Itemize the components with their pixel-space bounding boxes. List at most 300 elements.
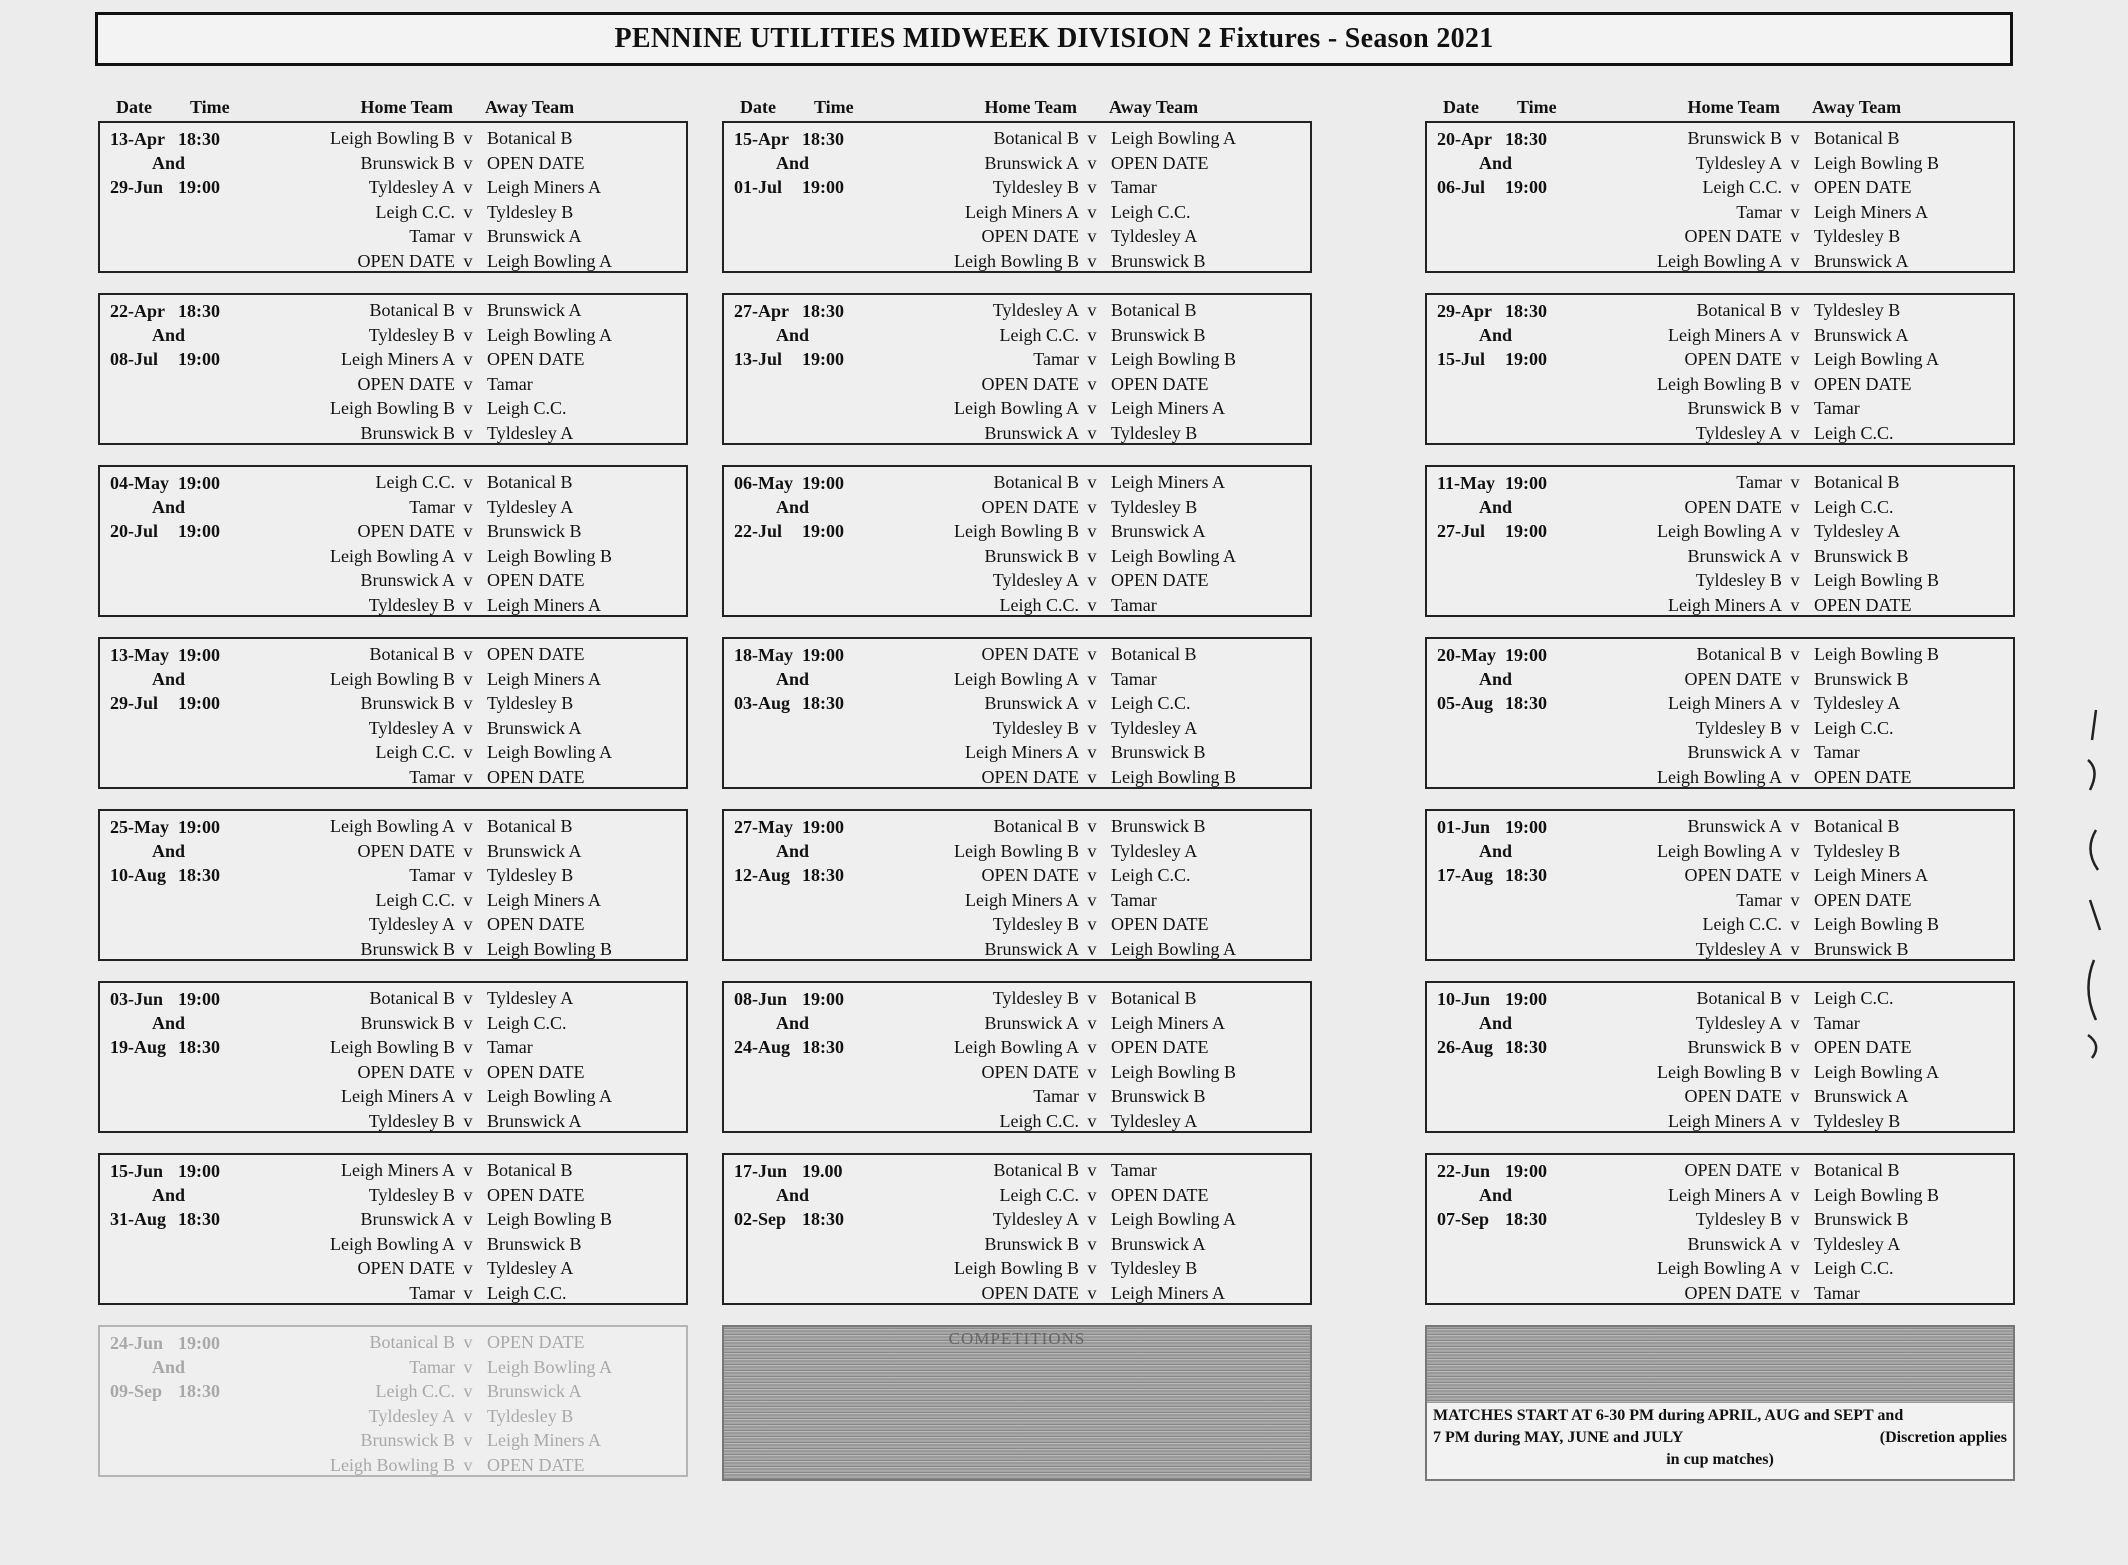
match-row	[100, 1207, 686, 1232]
away-team: Tyldesley B	[1111, 422, 1198, 443]
header-date: Date	[740, 97, 776, 117]
home-team: Botanical B	[1696, 644, 1782, 664]
away-team: Tyldesley A	[1111, 226, 1198, 246]
fixture-date: 08-Jul	[110, 349, 159, 369]
home-team: Brunswick A	[1687, 545, 1782, 566]
home-team: Leigh Bowling B	[954, 250, 1079, 271]
fixture-date: 05-Aug	[1437, 693, 1494, 713]
match-row	[724, 863, 1310, 888]
versus-label: v	[463, 938, 473, 959]
versus-label: v	[1790, 1233, 1800, 1254]
home-team: Tyldesley A	[1695, 1012, 1782, 1033]
fixture-block	[1425, 121, 2015, 273]
match-row	[724, 593, 1310, 618]
and-label: And	[1479, 669, 1513, 689]
home-team: Leigh Bowling A	[1657, 250, 1782, 271]
fixture-block	[98, 121, 688, 273]
fixture-block	[722, 809, 1312, 961]
versus-label: v	[1087, 349, 1097, 369]
home-team: Leigh C.C.	[1702, 177, 1782, 197]
match-row	[100, 1109, 686, 1134]
versus-label: v	[1790, 521, 1800, 541]
match-list	[724, 986, 1310, 1133]
home-team: Brunswick A	[1687, 1233, 1782, 1254]
fixture-date: 22-Jun	[1437, 1161, 1491, 1181]
versus-label: v	[1790, 1012, 1800, 1033]
fixture-date: 08-Jun	[734, 989, 788, 1009]
fixture-time: 19:00	[1505, 1161, 1547, 1181]
away-team: Brunswick A	[1814, 250, 1909, 271]
versus-label: v	[1087, 889, 1097, 910]
match-row	[1427, 1011, 2013, 1036]
fixture-date: 13-Apr	[110, 129, 165, 149]
home-team: Leigh C.C.	[1702, 914, 1782, 934]
fixture-time: 18:30	[178, 301, 220, 321]
versus-label: v	[1790, 472, 1800, 492]
match-row	[724, 986, 1310, 1011]
fixture-time: 18:30	[802, 301, 844, 321]
away-team: Botanical B	[1814, 472, 1900, 492]
fixture-time: 19:00	[178, 989, 220, 1009]
away-team: Leigh C.C.	[1814, 717, 1894, 738]
fixture-time: 18:30	[178, 129, 220, 149]
versus-label: v	[463, 766, 473, 787]
fixture-time: 19:00	[802, 645, 844, 665]
away-team: OPEN DATE	[487, 766, 585, 787]
versus-label: v	[1087, 1061, 1097, 1082]
away-team: Leigh Bowling B	[487, 545, 612, 566]
fixture-time: 18:30	[802, 693, 844, 713]
match-row	[1427, 1207, 2013, 1232]
fixture-time: 19:00	[178, 1333, 220, 1353]
match-row	[1427, 740, 2013, 765]
versus-label: v	[463, 1086, 473, 1106]
home-team: Tamar	[409, 226, 455, 246]
away-team: Leigh Bowling A	[487, 1086, 612, 1106]
match-list	[1427, 1158, 2013, 1305]
header-away-team: Away Team	[485, 97, 575, 117]
match-row	[1427, 716, 2013, 741]
and-label: And	[152, 153, 186, 173]
fixture-time: 19:00	[802, 989, 844, 1009]
fixture-date: 26-Aug	[1437, 1037, 1494, 1057]
match-row	[100, 175, 686, 200]
fixture-date: 06-Jul	[1437, 177, 1486, 197]
and-label: And	[776, 669, 810, 689]
versus-label: v	[1790, 717, 1800, 738]
fixture-date: 17-Aug	[1437, 865, 1494, 885]
versus-label: v	[1790, 398, 1800, 418]
fixture-time: 19.00	[802, 1161, 843, 1181]
home-team: OPEN DATE	[981, 496, 1079, 517]
fixture-date: 24-Jun	[110, 1333, 164, 1353]
match-row	[1427, 495, 2013, 520]
fixture-block	[1425, 809, 2015, 961]
versus-label: v	[1087, 1012, 1097, 1033]
match-row	[1427, 667, 2013, 692]
match-row	[724, 323, 1310, 348]
match-row	[724, 814, 1310, 839]
away-team: OPEN DATE	[487, 914, 585, 934]
away-team: Leigh Miners A	[487, 594, 601, 615]
match-row	[100, 1256, 686, 1281]
away-team: Leigh C.C.	[487, 1282, 567, 1303]
home-team: OPEN DATE	[981, 373, 1079, 394]
home-team: Leigh Bowling B	[1657, 373, 1782, 394]
match-row	[1427, 298, 2013, 323]
away-team: Botanical B	[1814, 816, 1900, 836]
match-row	[1427, 863, 2013, 888]
home-team: Leigh Bowling B	[1657, 1061, 1782, 1082]
away-team: Leigh Bowling A	[487, 742, 612, 762]
match-row	[100, 323, 686, 348]
away-team: Brunswick B	[1111, 250, 1206, 271]
fixture-block	[1425, 981, 2015, 1133]
match-list	[724, 642, 1310, 789]
away-team: Leigh Bowling B	[1814, 914, 1939, 934]
match-row	[100, 544, 686, 569]
versus-label: v	[463, 840, 473, 861]
versus-label: v	[1087, 152, 1097, 173]
versus-label: v	[463, 1012, 473, 1033]
match-row	[100, 224, 686, 249]
fixture-date: 01-Jun	[1437, 817, 1491, 837]
match-row	[100, 1281, 686, 1306]
fixture-date: 29-Jun	[110, 177, 164, 197]
fixture-block	[98, 637, 688, 789]
fixture-date: 29-Jul	[110, 693, 159, 713]
and-label: And	[152, 497, 186, 517]
match-row	[724, 1035, 1310, 1060]
away-team: Leigh Bowling B	[1814, 644, 1939, 664]
match-row	[724, 151, 1310, 176]
home-team: OPEN DATE	[357, 373, 455, 394]
home-team: OPEN DATE	[981, 865, 1079, 885]
versus-label: v	[1790, 865, 1800, 885]
fixture-block	[1425, 637, 2015, 789]
fixture-date: 07-Sep	[1437, 1209, 1490, 1229]
fixture-block	[98, 1325, 688, 1477]
away-team: Brunswick B	[1814, 545, 1909, 566]
match-list	[100, 642, 686, 789]
and-label: And	[1479, 841, 1513, 861]
versus-label: v	[463, 300, 473, 320]
notice-line-2	[1433, 1427, 2007, 1449]
away-team: Leigh C.C.	[1111, 865, 1191, 885]
versus-label: v	[1087, 914, 1097, 934]
fixture-time: 18:30	[1505, 1037, 1547, 1057]
versus-label: v	[1087, 1160, 1097, 1180]
versus-label: v	[463, 594, 473, 615]
fixture-date: 20-Apr	[1437, 129, 1492, 149]
versus-label: v	[1790, 1209, 1800, 1229]
match-row	[1427, 1256, 2013, 1281]
away-team: Leigh Miners A	[487, 177, 601, 197]
match-list	[100, 1158, 686, 1305]
away-team: Brunswick A	[487, 717, 582, 738]
home-team: Brunswick B	[360, 1012, 455, 1033]
home-team: Brunswick B	[360, 422, 455, 443]
match-row	[100, 765, 686, 790]
fixture-time: 19:00	[802, 817, 844, 837]
match-row	[724, 1158, 1310, 1183]
fixture-block	[722, 637, 1312, 789]
home-team: Botanical B	[369, 300, 455, 320]
and-label: And	[1479, 153, 1513, 173]
home-team: OPEN DATE	[1684, 349, 1782, 369]
home-team: OPEN DATE	[1684, 1282, 1782, 1303]
versus-label: v	[1087, 398, 1097, 418]
versus-label: v	[463, 570, 473, 590]
home-team: Leigh Bowling B	[330, 398, 455, 418]
away-team: Leigh C.C.	[1814, 496, 1894, 517]
away-team: Leigh Bowling B	[1111, 766, 1236, 787]
away-team: Botanical B	[487, 128, 573, 148]
home-team: OPEN DATE	[357, 250, 455, 271]
home-team: Botanical B	[993, 472, 1079, 492]
versus-label: v	[1087, 816, 1097, 836]
versus-label: v	[463, 521, 473, 541]
home-team: Tyldesley A	[992, 300, 1079, 320]
home-team: Tyldesley A	[368, 1405, 455, 1426]
header-date: Date	[116, 97, 152, 117]
home-team: Leigh Miners A	[965, 889, 1079, 910]
home-team: Leigh C.C.	[375, 201, 455, 222]
header-time: Time	[1517, 97, 1557, 117]
away-team: Tamar	[1111, 594, 1157, 615]
versus-label: v	[1790, 816, 1800, 836]
page-title: PENNINE UTILITIES MIDWEEK DIVISION 2 Fixtures - Season 2021	[95, 12, 2013, 66]
match-row	[724, 1060, 1310, 1085]
away-team: Botanical B	[1111, 300, 1197, 320]
home-team: Brunswick B	[360, 938, 455, 959]
versus-label: v	[1790, 742, 1800, 762]
away-team: Tamar	[1814, 1282, 1860, 1303]
match-row	[100, 986, 686, 1011]
away-team: Leigh Miners A	[487, 1430, 601, 1450]
versus-label: v	[1790, 1086, 1800, 1106]
versus-label: v	[463, 1110, 473, 1131]
versus-label: v	[1087, 496, 1097, 517]
fixture-block	[722, 465, 1312, 617]
match-row	[724, 1232, 1310, 1257]
match-row	[1427, 1183, 2013, 1208]
match-row	[100, 298, 686, 323]
home-team: Leigh Bowling A	[330, 1233, 455, 1254]
fixture-date: 03-Aug	[734, 693, 791, 713]
match-list	[724, 126, 1310, 273]
versus-label: v	[463, 1061, 473, 1082]
versus-label: v	[463, 152, 473, 173]
away-team: Leigh C.C.	[1111, 693, 1191, 713]
versus-label: v	[1790, 914, 1800, 934]
fixture-block	[722, 981, 1312, 1133]
match-row	[100, 691, 686, 716]
home-team: Leigh Miners A	[965, 742, 1079, 762]
and-label: And	[776, 841, 810, 861]
versus-label: v	[1790, 496, 1800, 517]
home-team: Tyldesley A	[368, 717, 455, 738]
match-row	[100, 1084, 686, 1109]
home-team: Leigh Miners A	[341, 1086, 455, 1106]
match-row	[100, 1355, 686, 1380]
header-time: Time	[814, 97, 854, 117]
versus-label: v	[1790, 889, 1800, 910]
versus-label: v	[1790, 644, 1800, 664]
away-team: Brunswick A	[1111, 521, 1206, 541]
match-list	[724, 814, 1310, 961]
home-team: Tyldesley A	[368, 177, 455, 197]
fixture-time: 19:00	[802, 349, 844, 369]
versus-label: v	[1087, 1209, 1097, 1229]
fixture-time: 19:00	[802, 177, 844, 197]
home-team: Tamar	[409, 766, 455, 787]
home-team: Leigh Miners A	[965, 201, 1079, 222]
match-row	[1427, 568, 2013, 593]
match-row	[724, 1281, 1310, 1306]
fixture-time: 19:00	[1505, 817, 1547, 837]
away-team: Brunswick A	[487, 300, 582, 320]
versus-label: v	[463, 324, 473, 345]
match-row	[1427, 1232, 2013, 1257]
versus-label: v	[1087, 668, 1097, 689]
versus-label: v	[1087, 644, 1097, 664]
home-team: Leigh Bowling A	[1657, 1258, 1782, 1278]
home-team: Leigh Bowling A	[954, 398, 1079, 418]
home-team: Tyldesley A	[992, 570, 1079, 590]
match-row	[724, 1256, 1310, 1281]
home-team: Botanical B	[369, 1332, 455, 1352]
away-team: OPEN DATE	[487, 1332, 585, 1352]
versus-label: v	[1790, 300, 1800, 320]
match-row	[1427, 765, 2013, 790]
fixture-time: 18:30	[178, 865, 220, 885]
match-row	[100, 347, 686, 372]
versus-label: v	[1790, 128, 1800, 148]
match-row	[100, 937, 686, 962]
match-row	[1427, 642, 2013, 667]
versus-label: v	[1790, 422, 1800, 443]
away-team: OPEN DATE	[1814, 1037, 1912, 1057]
home-team: Tyldesley B	[992, 988, 1079, 1008]
versus-label: v	[463, 988, 473, 1008]
column-header	[1425, 95, 2015, 121]
match-row	[1427, 839, 2013, 864]
fixture-time: 18:30	[802, 129, 844, 149]
away-team: Leigh C.C.	[1111, 201, 1191, 222]
home-team: Leigh Bowling A	[1657, 840, 1782, 861]
home-team: Leigh Bowling A	[954, 668, 1079, 689]
away-team: Tyldesley B	[487, 693, 574, 713]
versus-label: v	[463, 1258, 473, 1278]
away-team: Tyldesley B	[1814, 1110, 1901, 1131]
match-row	[100, 1158, 686, 1183]
versus-label: v	[1790, 1110, 1800, 1131]
away-team: Brunswick B	[1814, 668, 1909, 689]
and-label: And	[776, 1185, 810, 1205]
home-team: Brunswick B	[360, 1430, 455, 1450]
away-team: Leigh Bowling A	[487, 250, 612, 271]
fixture-date: 27-May	[734, 817, 793, 837]
home-team: Tamar	[409, 865, 455, 885]
away-team: Tyldesley A	[487, 422, 574, 443]
away-team: Brunswick B	[1111, 324, 1206, 345]
fixture-time: 19:00	[178, 177, 220, 197]
versus-label: v	[463, 1405, 473, 1426]
fixture-date: 25-May	[110, 817, 169, 837]
home-team: Leigh Bowling B	[954, 840, 1079, 861]
versus-label: v	[463, 496, 473, 517]
fixture-time: 18:30	[1505, 301, 1547, 321]
match-row	[724, 1084, 1310, 1109]
versus-label: v	[1087, 300, 1097, 320]
home-team: Tyldesley A	[992, 1209, 1079, 1229]
fixture-time: 18:30	[802, 1037, 844, 1057]
away-team: Tamar	[1814, 742, 1860, 762]
versus-label: v	[1087, 570, 1097, 590]
home-team: Tamar	[409, 496, 455, 517]
home-team: Tamar	[409, 1282, 455, 1303]
away-team: Tamar	[487, 1037, 533, 1057]
versus-label: v	[463, 226, 473, 246]
away-team: Leigh Bowling B	[487, 938, 612, 959]
versus-label: v	[1087, 988, 1097, 1008]
versus-label: v	[463, 1233, 473, 1254]
fixture-block	[722, 293, 1312, 445]
versus-label: v	[1087, 1110, 1097, 1131]
match-row	[1427, 519, 2013, 544]
versus-label: v	[463, 545, 473, 566]
versus-label: v	[463, 1184, 473, 1205]
fixture-date: 10-Aug	[110, 865, 167, 885]
match-row	[724, 519, 1310, 544]
versus-label: v	[1087, 742, 1097, 762]
home-team: Brunswick A	[984, 152, 1079, 173]
away-team: Leigh C.C.	[1814, 988, 1894, 1008]
fixture-date: 06-May	[734, 473, 793, 493]
versus-label: v	[1790, 201, 1800, 222]
match-row	[100, 1060, 686, 1085]
handwritten-mark	[2076, 700, 2110, 1060]
home-team: Brunswick B	[1687, 398, 1782, 418]
match-row	[724, 716, 1310, 741]
versus-label: v	[1790, 349, 1800, 369]
away-team: OPEN DATE	[487, 349, 585, 369]
away-team: Tyldesley A	[1111, 1110, 1198, 1131]
match-row	[100, 519, 686, 544]
away-team: Brunswick A	[1814, 1086, 1909, 1106]
versus-label: v	[463, 422, 473, 443]
match-row	[724, 642, 1310, 667]
fixture-time: 19:00	[178, 349, 220, 369]
away-team: OPEN DATE	[487, 1184, 585, 1205]
fixture-time: 19:00	[178, 645, 220, 665]
fixture-date: 27-Jul	[1437, 521, 1486, 541]
away-team: Botanical B	[1814, 128, 1900, 148]
versus-label: v	[1087, 766, 1097, 787]
versus-label: v	[463, 889, 473, 910]
fixture-block	[98, 293, 688, 445]
match-row	[1427, 347, 2013, 372]
home-team: Tamar	[1033, 349, 1079, 369]
fixture-date: 03-Jun	[110, 989, 164, 1009]
away-team: Botanical B	[487, 1160, 573, 1180]
versus-label: v	[1087, 201, 1097, 222]
match-row	[100, 396, 686, 421]
versus-label: v	[1087, 226, 1097, 246]
match-list	[100, 986, 686, 1133]
fixture-block	[722, 121, 1312, 273]
